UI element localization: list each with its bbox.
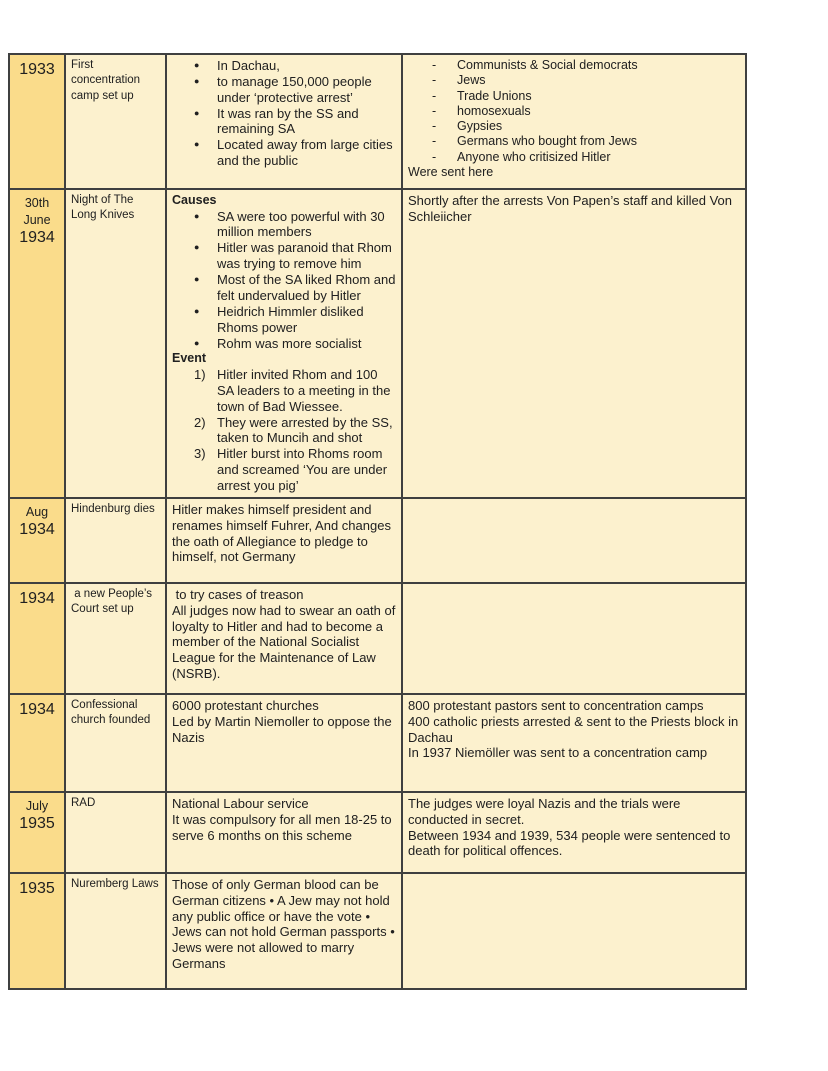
event-cell <box>65 694 166 792</box>
bullet-text: Heidrich Himmler disliked Rhoms power <box>217 303 368 335</box>
details-line: National Labour service <box>172 795 309 811</box>
event-title: Night of The Long Knives <box>71 194 137 222</box>
list-item <box>172 58 396 74</box>
bullet-icon: ● <box>194 274 200 285</box>
date-cell <box>9 54 65 189</box>
bullet-text: Rohm was more socialist <box>217 335 362 351</box>
event-title: Confessional church founded <box>71 698 151 727</box>
row-1933-concentration-camp <box>9 54 746 189</box>
bullet-icon: ● <box>194 139 200 150</box>
dash-text: Communists & Social democrats <box>457 58 638 72</box>
dash-icon: - <box>432 58 437 72</box>
dash-icon: - <box>432 88 437 103</box>
numbered-list <box>172 367 396 494</box>
bullet-icon: ● <box>194 75 200 86</box>
event-title: RAD <box>71 796 96 809</box>
details-line: Led by Martin Niemoller to oppose the Nazis <box>172 713 396 745</box>
details-cell <box>166 498 402 583</box>
bullet-text: Hitler was paranoid that Rhom was trying to remove him <box>217 240 396 272</box>
list-item <box>408 58 740 73</box>
row-peoples-court <box>9 583 746 694</box>
numbered-text: They were arrested by the SS, taken to Muncih and shot <box>217 414 397 446</box>
notes-footer: Were sent here <box>408 164 494 179</box>
event-cell <box>65 873 166 989</box>
bullet-text: Located away from large cities and the public <box>217 137 397 169</box>
dash-icon: - <box>432 73 437 88</box>
event-cell <box>65 498 166 583</box>
list-item <box>408 89 740 104</box>
event-title: First concentration camp set up <box>71 59 144 102</box>
row-nuremberg-laws <box>9 873 746 989</box>
row-confessional-church <box>9 694 746 792</box>
details-cell <box>166 694 402 792</box>
date-prefix: 30th June <box>23 196 51 227</box>
notes-cell <box>402 189 746 498</box>
bullet-text: to manage 150,000 people under ‘protective arrest’ <box>217 73 376 105</box>
event-cell <box>65 792 166 873</box>
details-cell <box>166 583 402 694</box>
bullet-icon: ● <box>194 107 200 118</box>
list-item <box>172 367 396 415</box>
list-item <box>408 134 740 149</box>
date-cell <box>9 873 65 989</box>
date-cell <box>9 498 65 583</box>
dash-icon: - <box>432 134 437 149</box>
list-item <box>172 240 396 272</box>
list-item <box>408 104 740 119</box>
list-item <box>172 272 400 304</box>
list-item <box>172 304 396 336</box>
date-year: 1934 <box>19 589 55 607</box>
bullet-list <box>172 208 400 352</box>
dash-text: Anyone who critisized Hitler <box>457 149 611 164</box>
notes-line: In 1937 Niemöller was sent to a concentration camp <box>408 745 708 761</box>
bullet-list <box>172 58 396 169</box>
date-prefix: Aug <box>25 504 49 519</box>
date-year: 1934 <box>19 700 55 718</box>
dash-list <box>408 58 740 165</box>
bullet-text: SA were too powerful with 30 million members <box>217 208 389 240</box>
list-item <box>172 106 396 138</box>
date-year: 1933 <box>19 61 55 78</box>
bullet-icon: ● <box>194 242 200 253</box>
list-item <box>172 74 396 106</box>
dash-text: Germans who bought from Jews <box>457 134 637 149</box>
row-hindenburg-dies <box>9 498 746 583</box>
notes-line: Between 1934 and 1939, 534 people were sentenced to death for political offences. <box>408 827 734 859</box>
numbered-text: Hitler burst into Rhoms room and screamed ‘You are under arrest you pig’ <box>217 446 391 493</box>
event-label: Event <box>172 351 207 366</box>
date-year: 1934 <box>19 229 55 246</box>
number-marker: 3) <box>194 446 206 462</box>
row-night-of-the-long-knives <box>9 189 746 498</box>
notes-cell <box>402 498 746 583</box>
bullet-text: In Dachau, <box>217 58 280 73</box>
list-item <box>408 150 740 165</box>
numbered-text: Hitler invited Rhom and 100 SA leaders to a meeting in the town of Bad Wiessee. <box>217 366 395 414</box>
list-item <box>172 336 396 352</box>
date-year: 1935 <box>19 815 55 833</box>
notes-cell <box>402 54 746 189</box>
bullet-icon: ● <box>194 305 200 316</box>
details-text: Hitler makes himself president and renames himself Fuhrer, And changes the oath of Allegiance to pledge to himself, not Germany <box>172 501 395 565</box>
history-timeline-table <box>8 53 747 990</box>
list-item <box>408 119 740 134</box>
details-line: All judges now had to swear an oath of loyalty to Hitler and had to become a member of the National Socialist League for the Maintenance of Law (NSRB). <box>172 602 399 682</box>
dash-icon: - <box>432 149 437 164</box>
date-year: 1935 <box>19 879 55 897</box>
dash-text: Jews <box>457 73 486 88</box>
date-cell <box>9 583 65 694</box>
dash-icon: - <box>432 103 437 118</box>
details-text: Those of only German blood can be German citizens • A Jew may not hold any public office or have the vote • Jews can not hold German passports • Jews were not allowed to marry Germans <box>172 876 399 972</box>
notes-cell <box>402 792 746 873</box>
event-cell <box>65 189 166 498</box>
dash-text: Trade Unions <box>457 88 532 103</box>
list-item <box>172 446 396 494</box>
row-rad <box>9 792 746 873</box>
event-title: Hindenburg dies <box>71 502 155 515</box>
event-title: Nuremberg Laws <box>71 877 159 890</box>
bullet-text: It was ran by the SS and remaining SA <box>217 105 363 137</box>
details-cell <box>166 792 402 873</box>
dash-icon: - <box>432 119 437 133</box>
date-cell <box>9 694 65 792</box>
notes-cell <box>402 583 746 694</box>
bullet-icon: ● <box>194 210 200 221</box>
notes-cell <box>402 873 746 989</box>
details-cell <box>166 873 402 989</box>
event-title: a new People’s Court set up <box>71 587 156 616</box>
bullet-icon: ● <box>194 337 200 348</box>
list-item <box>408 73 740 88</box>
notes-text: Shortly after the arrests Von Papen’s staff and killed Von Schleiicher <box>408 193 736 224</box>
date-cell <box>9 792 65 873</box>
notes-cell <box>402 694 746 792</box>
details-line: It was compulsory for all men 18-25 to serve 6 months on this scheme <box>172 811 396 843</box>
date-prefix: July <box>25 798 49 813</box>
details-line: 6000 protestant churches <box>172 697 319 713</box>
bullet-icon: ● <box>194 60 200 70</box>
date-year: 1934 <box>19 521 55 539</box>
dash-text: Gypsies <box>457 119 503 133</box>
number-marker: 2) <box>194 414 206 430</box>
notes-line: 800 protestant pastors sent to concentration camps <box>408 697 704 713</box>
date-cell <box>9 189 65 498</box>
details-cell <box>166 189 402 498</box>
causes-label: Causes <box>172 193 217 207</box>
details-cell <box>166 54 402 189</box>
list-item <box>172 209 396 241</box>
bullet-text: Most of the SA liked Rhom and felt undervalued by Hitler <box>217 272 400 303</box>
dash-text: homosexuals <box>457 103 531 118</box>
event-cell <box>65 583 166 694</box>
notes-line: The judges were loyal Nazis and the trials were conducted in secret. <box>408 795 685 827</box>
event-cell <box>65 54 166 189</box>
notes-line: 400 catholic priests arrested & sent to the Priests block in Dachau <box>408 713 742 745</box>
number-marker: 1) <box>194 366 206 382</box>
details-line: to try cases of treason <box>172 586 304 602</box>
list-item <box>172 415 396 447</box>
list-item <box>172 137 396 169</box>
